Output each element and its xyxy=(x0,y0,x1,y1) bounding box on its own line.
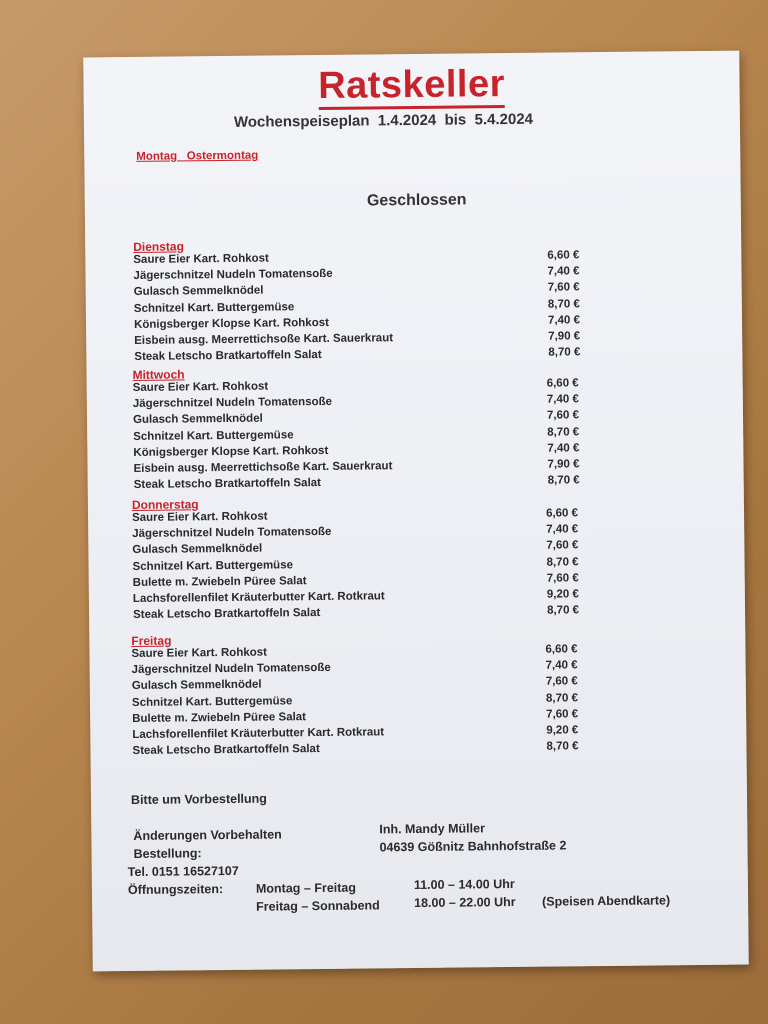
day-name: Mittwoch xyxy=(132,367,185,382)
hours-time-1: 11.00 – 14.00 Uhr xyxy=(413,876,515,893)
dish-price: 7,40 € xyxy=(545,659,578,672)
dish-name: Bulette m. Zwiebeln Püree Salat xyxy=(132,710,307,725)
owner-name: Inh. Mandy Müller xyxy=(379,821,485,837)
dish-name: Steak Letscho Bratkartoffeln Salat xyxy=(133,477,322,492)
closed-status: Geschlossen xyxy=(366,191,467,210)
dish-price: 7,40 € xyxy=(546,523,579,536)
dish-name: Bulette m. Zwiebeln Püree Salat xyxy=(132,574,307,589)
dish-price: 8,70 € xyxy=(547,474,580,487)
dish-name: Gulasch Semmelknödel xyxy=(131,679,262,693)
dish-price: 7,90 € xyxy=(547,458,580,471)
changes-note: Änderungen Vorbehalten xyxy=(133,827,282,843)
dish-name: Steak Letscho Bratkartoffeln Salat xyxy=(133,607,321,622)
dish-name: Lachsforellenfilet Kräuterbutter Kart. Rotkraut xyxy=(132,590,385,605)
dish-name: Saure Eier Kart. Rohkost xyxy=(131,510,268,524)
dish-name: Königsberger Klopse Kart. Rohkost xyxy=(133,444,329,459)
dish-name: Königsberger Klopse Kart. Rohkost xyxy=(133,316,329,331)
dish-name: Gulasch Semmelknödel xyxy=(133,284,264,299)
day-block-dienstag xyxy=(133,235,634,368)
day-name: Donnerstag xyxy=(131,497,199,512)
hours-note-2: (Speisen Abendkarte) xyxy=(542,893,671,909)
dish-name: Jägerschnitzel Nudeln Tomatensoße xyxy=(131,662,331,677)
phone-number: Tel. 0151 16527107 xyxy=(127,863,239,880)
preorder-note: Bitte um Vorbestellung xyxy=(130,791,267,807)
dish-name: Schnitzel Kart. Buttergemüse xyxy=(132,558,294,573)
dish-name: Lachsforellenfilet Kräuterbutter Kart. Rotkraut xyxy=(132,726,385,741)
monday-label: Montag Ostermontag xyxy=(136,149,259,163)
menu-sheet xyxy=(83,51,749,972)
dish-name: Eisbein ausg. Meerrettichsoße Kart. Sauerkraut xyxy=(133,460,393,475)
dish-price: 7,60 € xyxy=(546,409,580,422)
dish-name: Jägerschnitzel Nudeln Tomatensoße xyxy=(132,396,333,411)
dish-name: Gulasch Semmelknödel xyxy=(132,542,263,557)
dish-price: 8,70 € xyxy=(548,346,581,359)
dish-price: 7,40 € xyxy=(546,393,579,406)
address: 04639 Gößnitz Bahnhofstraße 2 xyxy=(379,838,567,855)
dish-name: Steak Letscho Bratkartoffeln Salat xyxy=(132,743,320,758)
dish-price: 7,60 € xyxy=(546,572,579,585)
dish-price: 6,60 € xyxy=(545,643,578,656)
day-block-donnerstag xyxy=(132,493,633,626)
dish-name: Schnitzel Kart. Buttergemüse xyxy=(133,428,294,443)
hours-days-2: Freitag – Sonnabend xyxy=(256,898,380,914)
dish-price: 6,60 € xyxy=(545,507,579,520)
dish-price: 9,20 € xyxy=(546,588,579,601)
day-name: Freitag xyxy=(131,633,172,648)
hours-days-1: Montag – Freitag xyxy=(255,880,357,896)
restaurant-title: Ratskeller xyxy=(83,61,739,111)
dish-price: 7,60 € xyxy=(546,708,579,721)
hours-time-2: 18.00 – 22.00 Uhr xyxy=(414,894,516,911)
dish-name: Jägerschnitzel Nudeln Tomatensoße xyxy=(132,526,332,541)
dish-name: Saure Eier Kart. Rohkost xyxy=(133,252,269,266)
day-block-mittwoch xyxy=(132,363,633,496)
dish-price: 8,70 € xyxy=(547,297,580,311)
dish-name: Eisbein ausg. Meerrettichsoße Kart. Sauerkraut xyxy=(134,332,394,347)
dish-name: Jägerschnitzel Nudeln Tomatensoße xyxy=(133,268,333,283)
dish-price: 7,60 € xyxy=(547,281,580,294)
order-label: Bestellung: xyxy=(133,846,202,861)
dish-price: 8,70 € xyxy=(547,425,580,439)
dish-name: Steak Letscho Bratkartoffeln Salat xyxy=(134,349,322,364)
dish-price: 7,40 € xyxy=(547,442,580,455)
dish-price: 6,60 € xyxy=(546,377,579,390)
dish-price: 7,60 € xyxy=(545,675,578,689)
dish-name: Saure Eier Kart. Rohkost xyxy=(131,646,268,660)
dish-price: 7,90 € xyxy=(548,330,581,343)
dish-price: 9,20 € xyxy=(546,724,579,737)
dish-price: 8,70 € xyxy=(546,555,579,569)
dish-name: Schnitzel Kart. Buttergemüse xyxy=(133,300,295,315)
dish-price: 8,70 € xyxy=(545,691,579,705)
hours-label: Öffnungszeiten: xyxy=(127,882,224,898)
dish-name: Gulasch Semmelknödel xyxy=(132,412,263,427)
day-name: Dienstag xyxy=(133,239,184,254)
day-block-freitag xyxy=(131,629,632,762)
dish-price: 7,40 € xyxy=(547,265,580,278)
week-subtitle: Wochenspeiseplan 1.4.2024 bis 5.4.2024 xyxy=(233,110,534,131)
dish-price: 7,40 € xyxy=(547,314,581,327)
dish-price: 8,70 € xyxy=(546,740,579,753)
dish-name: Saure Eier Kart. Rohkost xyxy=(132,380,269,394)
dish-price: 6,60 € xyxy=(547,249,580,262)
dish-price: 7,60 € xyxy=(546,539,579,553)
dish-price: 8,70 € xyxy=(546,604,580,617)
dish-name: Schnitzel Kart. Buttergemüse xyxy=(131,694,293,709)
